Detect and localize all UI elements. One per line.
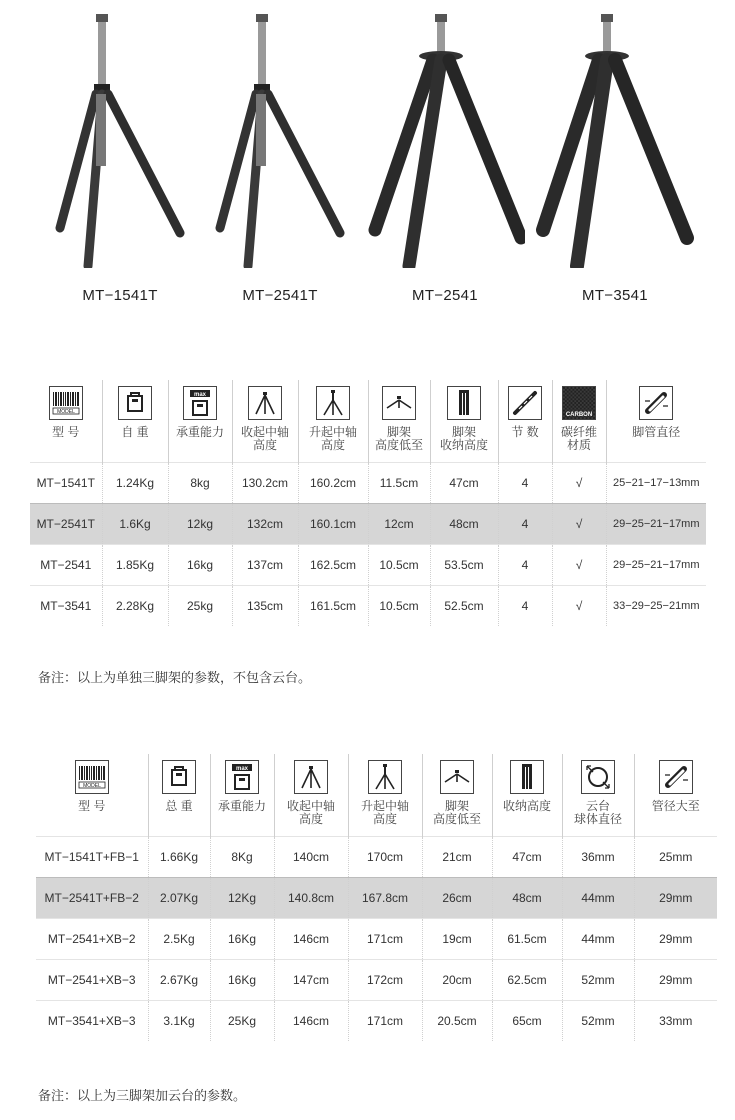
header-cell [168,380,232,463]
table-cell: 25mm [634,837,717,878]
table-cell: 1.6Kg [102,504,168,545]
tripod-icon [294,760,328,794]
table-cell: √ [552,463,606,504]
header-cell [274,754,348,837]
table-cell: 26cm [422,878,492,919]
table-cell: 52.5cm [430,586,498,627]
product-gallery [0,0,735,320]
table-cell: 48cm [492,878,562,919]
column-header-label: 节 数 [511,425,539,439]
table-cell: 2.5Kg [148,919,210,960]
table-row [30,463,706,504]
table-cell: 29−25−21−17mm [606,504,706,545]
column-header-label: 收纳高度 [502,799,551,813]
table-cell: 1.24Kg [102,463,168,504]
table-cell: 170cm [348,837,422,878]
table-cell: √ [552,586,606,627]
column-header-label: 碳纤维 材质 [560,425,597,452]
table-row [36,878,717,919]
product-name: MT−1541T [82,287,158,304]
table-cell: 162.5cm [298,545,368,586]
column-header-label: 脚架 高度低至 [374,425,423,452]
table-cell: 161.5cm [298,586,368,627]
table-cell: 146cm [274,919,348,960]
tripod-spec-table [30,380,706,626]
header-cell [36,754,148,837]
product-name: MT−2541 [412,287,478,304]
svg-text:MODEL: MODEL [82,783,101,789]
tripod-photo [200,8,360,268]
table-row [30,504,706,545]
table-row [30,545,706,586]
table-cell: 2.07Kg [148,878,210,919]
table-cell: 53.5cm [430,545,498,586]
tripod-raised-icon [316,386,350,420]
table-row [36,960,717,1001]
table-cell: MT−2541+XB−2 [36,919,148,960]
table-cell: 8Kg [210,837,274,878]
column-header-label: 承重能力 [217,799,266,813]
table-cell: 20cm [422,960,492,1001]
table-cell: 171cm [348,1001,422,1042]
model-barcode-icon [49,386,83,420]
svg-text:max: max [193,392,207,398]
folded-leg-icon [447,386,481,420]
table-cell: 4 [498,545,552,586]
table-cell: MT−1541T+FB−1 [36,837,148,878]
table-cell: 25kg [168,586,232,627]
table-row [36,1001,717,1042]
tripod-icon [248,386,282,420]
product-mt1541t [40,0,200,320]
table-cell: 146cm [274,1001,348,1042]
table-cell: 140cm [274,837,348,878]
header-cell [148,754,210,837]
table-cell: 29mm [634,960,717,1001]
table-cell: 11.5cm [368,463,430,504]
table-cell: 25Kg [210,1001,274,1042]
kit-spec-table [36,754,717,1041]
column-header-label: 总 重 [165,799,193,813]
header-cell [232,380,298,463]
tube-diameter-icon [639,386,673,420]
header-cell [102,380,168,463]
tripod-raised-icon [368,760,402,794]
table-cell: 12cm [368,504,430,545]
table-cell: 62.5cm [492,960,562,1001]
table-cell: MT−2541T+FB−2 [36,878,148,919]
low-angle-icon [440,760,474,794]
table-cell: 20.5cm [422,1001,492,1042]
table-cell: 3.1Kg [148,1001,210,1042]
column-header-label: 型 号 [78,799,106,813]
header-cell [606,380,706,463]
table-cell: 12Kg [210,878,274,919]
table-cell: 130.2cm [232,463,298,504]
table-cell: 160.2cm [298,463,368,504]
table-cell: 135cm [232,586,298,627]
low-angle-icon [382,386,416,420]
header-cell [492,754,562,837]
header-cell [298,380,368,463]
table-cell: MT−2541T [30,504,102,545]
header-cell [634,754,717,837]
header-cell [498,380,552,463]
weight-icon [118,386,152,420]
table-cell: 36mm [562,837,634,878]
header-cell [368,380,430,463]
header-row [30,380,706,463]
table-cell: 44mm [562,878,634,919]
column-header-label: 承重能力 [175,425,224,439]
table-cell: 140.8cm [274,878,348,919]
header-row [36,754,717,837]
table-cell: 2.67Kg [148,960,210,1001]
table-cell: MT−3541+XB−3 [36,1001,148,1042]
carbon-icon-caption: CARBON [565,412,593,418]
ball-diameter-icon [581,760,615,794]
tripod-photo [40,8,200,268]
table-cell: 52mm [562,1001,634,1042]
column-header-label: 云台 球体直径 [573,799,622,826]
header-cell [430,380,498,463]
table-cell: 29mm [634,878,717,919]
table-cell: 132cm [232,504,298,545]
table-row [30,586,706,627]
table-cell: 21cm [422,837,492,878]
table-cell: 12kg [168,504,232,545]
column-header-label: 脚管直径 [632,425,681,439]
table2-note: 备注：以上为三脚架加云台的参数。 [38,1089,247,1104]
table-cell: 171cm [348,919,422,960]
table-cell: √ [552,545,606,586]
table-cell: 167.8cm [348,878,422,919]
table-cell: 47cm [492,837,562,878]
table-cell: 48cm [430,504,498,545]
column-header-label: 收起中轴 高度 [240,425,289,452]
table-cell: 16kg [168,545,232,586]
table-cell: 65cm [492,1001,562,1042]
header-cell [562,754,634,837]
table-cell: 1.85Kg [102,545,168,586]
tripod-photo [535,8,695,268]
table-cell: 2.28Kg [102,586,168,627]
header-cell [348,754,422,837]
table-cell: 29−25−21−17mm [606,545,706,586]
column-header-label: 脚架 高度低至 [432,799,481,826]
leg-sections-icon [508,386,542,420]
table-cell: 29mm [634,919,717,960]
table-cell: MT−2541 [30,545,102,586]
table-cell: 19cm [422,919,492,960]
column-header-label: 型 号 [52,425,80,439]
table-cell: 8kg [168,463,232,504]
header-cell [30,380,102,463]
tripod-photo [365,8,525,268]
table-cell: √ [552,504,606,545]
table-cell: 16Kg [210,960,274,1001]
product-name: MT−3541 [582,287,648,304]
table1-note: 备注：以上为单独三脚架的参数，不包含云台。 [38,671,312,686]
table-cell: 10.5cm [368,586,430,627]
svg-text:max: max [235,766,249,772]
table-cell: 33−29−25−21mm [606,586,706,627]
table-cell: 33mm [634,1001,717,1042]
max-load-icon [225,760,259,794]
column-header-label: 收起中轴 高度 [286,799,335,826]
table-cell: MT−3541 [30,586,102,627]
product-mt2541t [200,0,360,320]
table-cell: 52mm [562,960,634,1001]
table-cell: 1.66Kg [148,837,210,878]
table-cell: 10.5cm [368,545,430,586]
header-cell [422,754,492,837]
table-cell: 44mm [562,919,634,960]
table-cell: MT−1541T [30,463,102,504]
table-cell: 172cm [348,960,422,1001]
table-cell: 25−21−17−13mm [606,463,706,504]
header-cell [552,380,606,463]
table-cell: 4 [498,586,552,627]
column-header-label: 自 重 [121,425,149,439]
table-cell: 137cm [232,545,298,586]
model-barcode-icon [75,760,109,794]
table-cell: 4 [498,504,552,545]
table-row [36,837,717,878]
header-cell [210,754,274,837]
table-cell: MT−2541+XB−3 [36,960,148,1001]
product-mt3541 [535,0,695,320]
tube-diameter-icon [659,760,693,794]
folded-leg-icon [510,760,544,794]
table-row [36,919,717,960]
carbon-icon [562,386,596,420]
max-load-icon [183,386,217,420]
table-cell: 160.1cm [298,504,368,545]
weight-icon [162,760,196,794]
column-header-label: 脚架 收纳高度 [439,425,488,452]
column-header-label: 升起中轴 高度 [308,425,357,452]
column-header-label: 管径大至 [651,799,700,813]
table-cell: 147cm [274,960,348,1001]
table-cell: 61.5cm [492,919,562,960]
svg-text:MODEL: MODEL [56,409,75,415]
product-name: MT−2541T [242,287,318,304]
column-header-label: 升起中轴 高度 [360,799,409,826]
table-cell: 4 [498,463,552,504]
table-cell: 16Kg [210,919,274,960]
product-mt2541 [365,0,525,320]
table-cell: 47cm [430,463,498,504]
